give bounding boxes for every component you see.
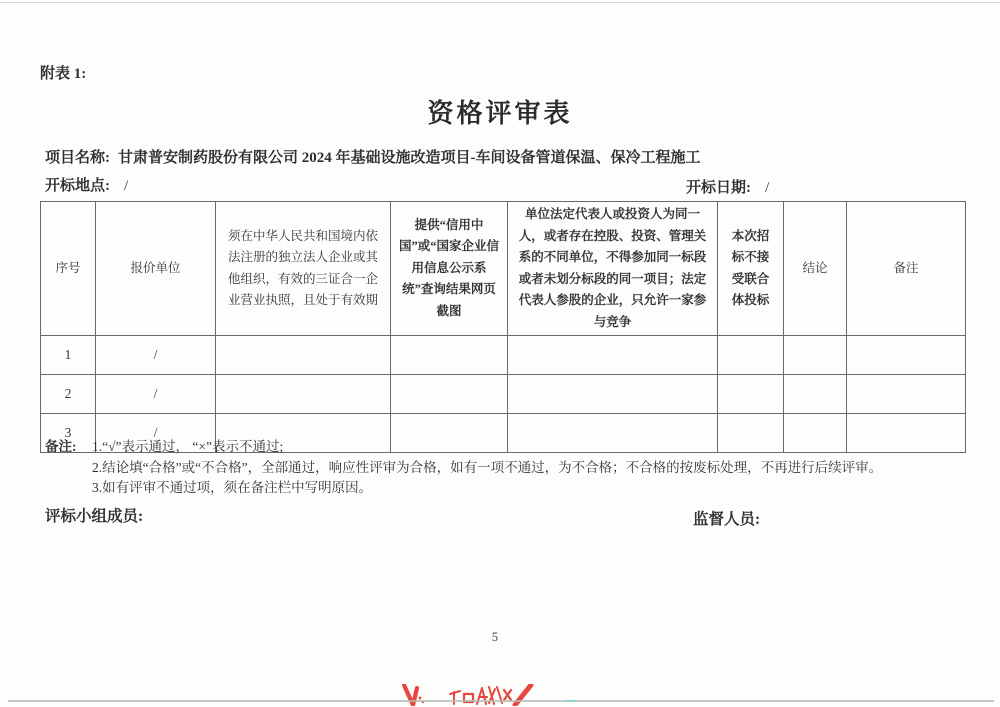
- empty-cell: [784, 336, 847, 375]
- column-header-registration-requirement: 须在中华人民共和国境内依法注册的独立法人企业或其他组织，有效的三证合一企业营业执照，且处于有效期: [216, 202, 391, 336]
- scan-edge-top-line: [0, 2, 1000, 3]
- column-header-remarks: 备注: [847, 202, 966, 336]
- column-header-no-consortium: 本次招标不接受联合体投标: [718, 202, 784, 336]
- appendix-label: 附表 1:: [40, 66, 87, 82]
- empty-cell: [718, 336, 784, 375]
- qualification-review-table: [40, 201, 966, 453]
- bid-location-label: 开标地点:: [45, 178, 110, 194]
- red-seal-fragment: [402, 684, 534, 706]
- table-row: [41, 336, 966, 375]
- notes-block: [45, 437, 965, 499]
- project-name-label: 项目名称:: [45, 150, 110, 166]
- note-line-3: 3.如有评审不通过项，须在备注栏中写明原因。: [92, 480, 373, 495]
- note-line-1: [45, 437, 965, 458]
- bid-location: [45, 174, 128, 195]
- serial-cell: 2: [41, 375, 96, 414]
- empty-cell: [216, 375, 391, 414]
- bid-date-label: 开标日期:: [686, 180, 751, 196]
- document-title: 资格评审表: [427, 99, 573, 128]
- bid-date: [686, 176, 769, 197]
- bidder-cell: /: [96, 336, 216, 375]
- page-number: 5: [491, 630, 499, 644]
- column-header-legal-representative-rule: 单位法定代表人或投资人为同一人，或者存在控股、投资、管理关系的不同单位，不得参加同一标段或者未划分标段的同一项目；法定代表人参股的企业，只允许一家参与竞争: [508, 202, 718, 336]
- project-name-value: 甘肃普安制药股份有限公司 2024 年基础设施改造项目-车间设备管道保温、保冷工程施工: [118, 150, 701, 166]
- empty-cell: [847, 336, 966, 375]
- serial-cell: 1: [41, 336, 96, 375]
- empty-cell: [391, 375, 508, 414]
- empty-cell: [508, 336, 718, 375]
- supervisor-label: 监督人员:: [693, 511, 761, 528]
- serial-cell: 3: [41, 414, 96, 453]
- notes-label: 备注:: [45, 439, 77, 454]
- bid-date-value: /: [765, 180, 770, 196]
- empty-cell: [847, 375, 966, 414]
- empty-cell: [216, 336, 391, 375]
- project-name-line: [45, 146, 701, 167]
- column-header-credit-screenshot: 提供“信用中国”或“国家企业信用信息公示系统”查询结果网页截图: [391, 202, 508, 336]
- column-header-serial: 序号: [41, 202, 96, 336]
- table-row: [41, 375, 966, 414]
- bidder-cell: /: [96, 414, 216, 453]
- scan-artifact: [566, 700, 575, 701]
- note-line-2: 2.结论填“合格”或“不合格”，全部通过，响应性评审为合格，如有一项不通过，为不合格；不合格的按废标处理，不再进行后续评审。: [92, 459, 883, 475]
- empty-cell: [508, 375, 718, 414]
- column-header-bidder: 报价单位: [96, 202, 216, 336]
- evaluation-team-label: 评标小组成员:: [45, 508, 144, 525]
- empty-cell: [391, 336, 508, 375]
- scan-edge-bottom-line: [8, 700, 994, 702]
- note-line-1-text: 1.“√”表示通过， “×”表示不通过;: [92, 439, 284, 454]
- bidder-cell: /: [96, 375, 216, 414]
- empty-cell: [718, 375, 784, 414]
- empty-cell: [784, 375, 847, 414]
- column-header-conclusion: 结论: [784, 202, 847, 336]
- bid-location-value: /: [124, 178, 129, 194]
- table-header-row: [41, 202, 966, 336]
